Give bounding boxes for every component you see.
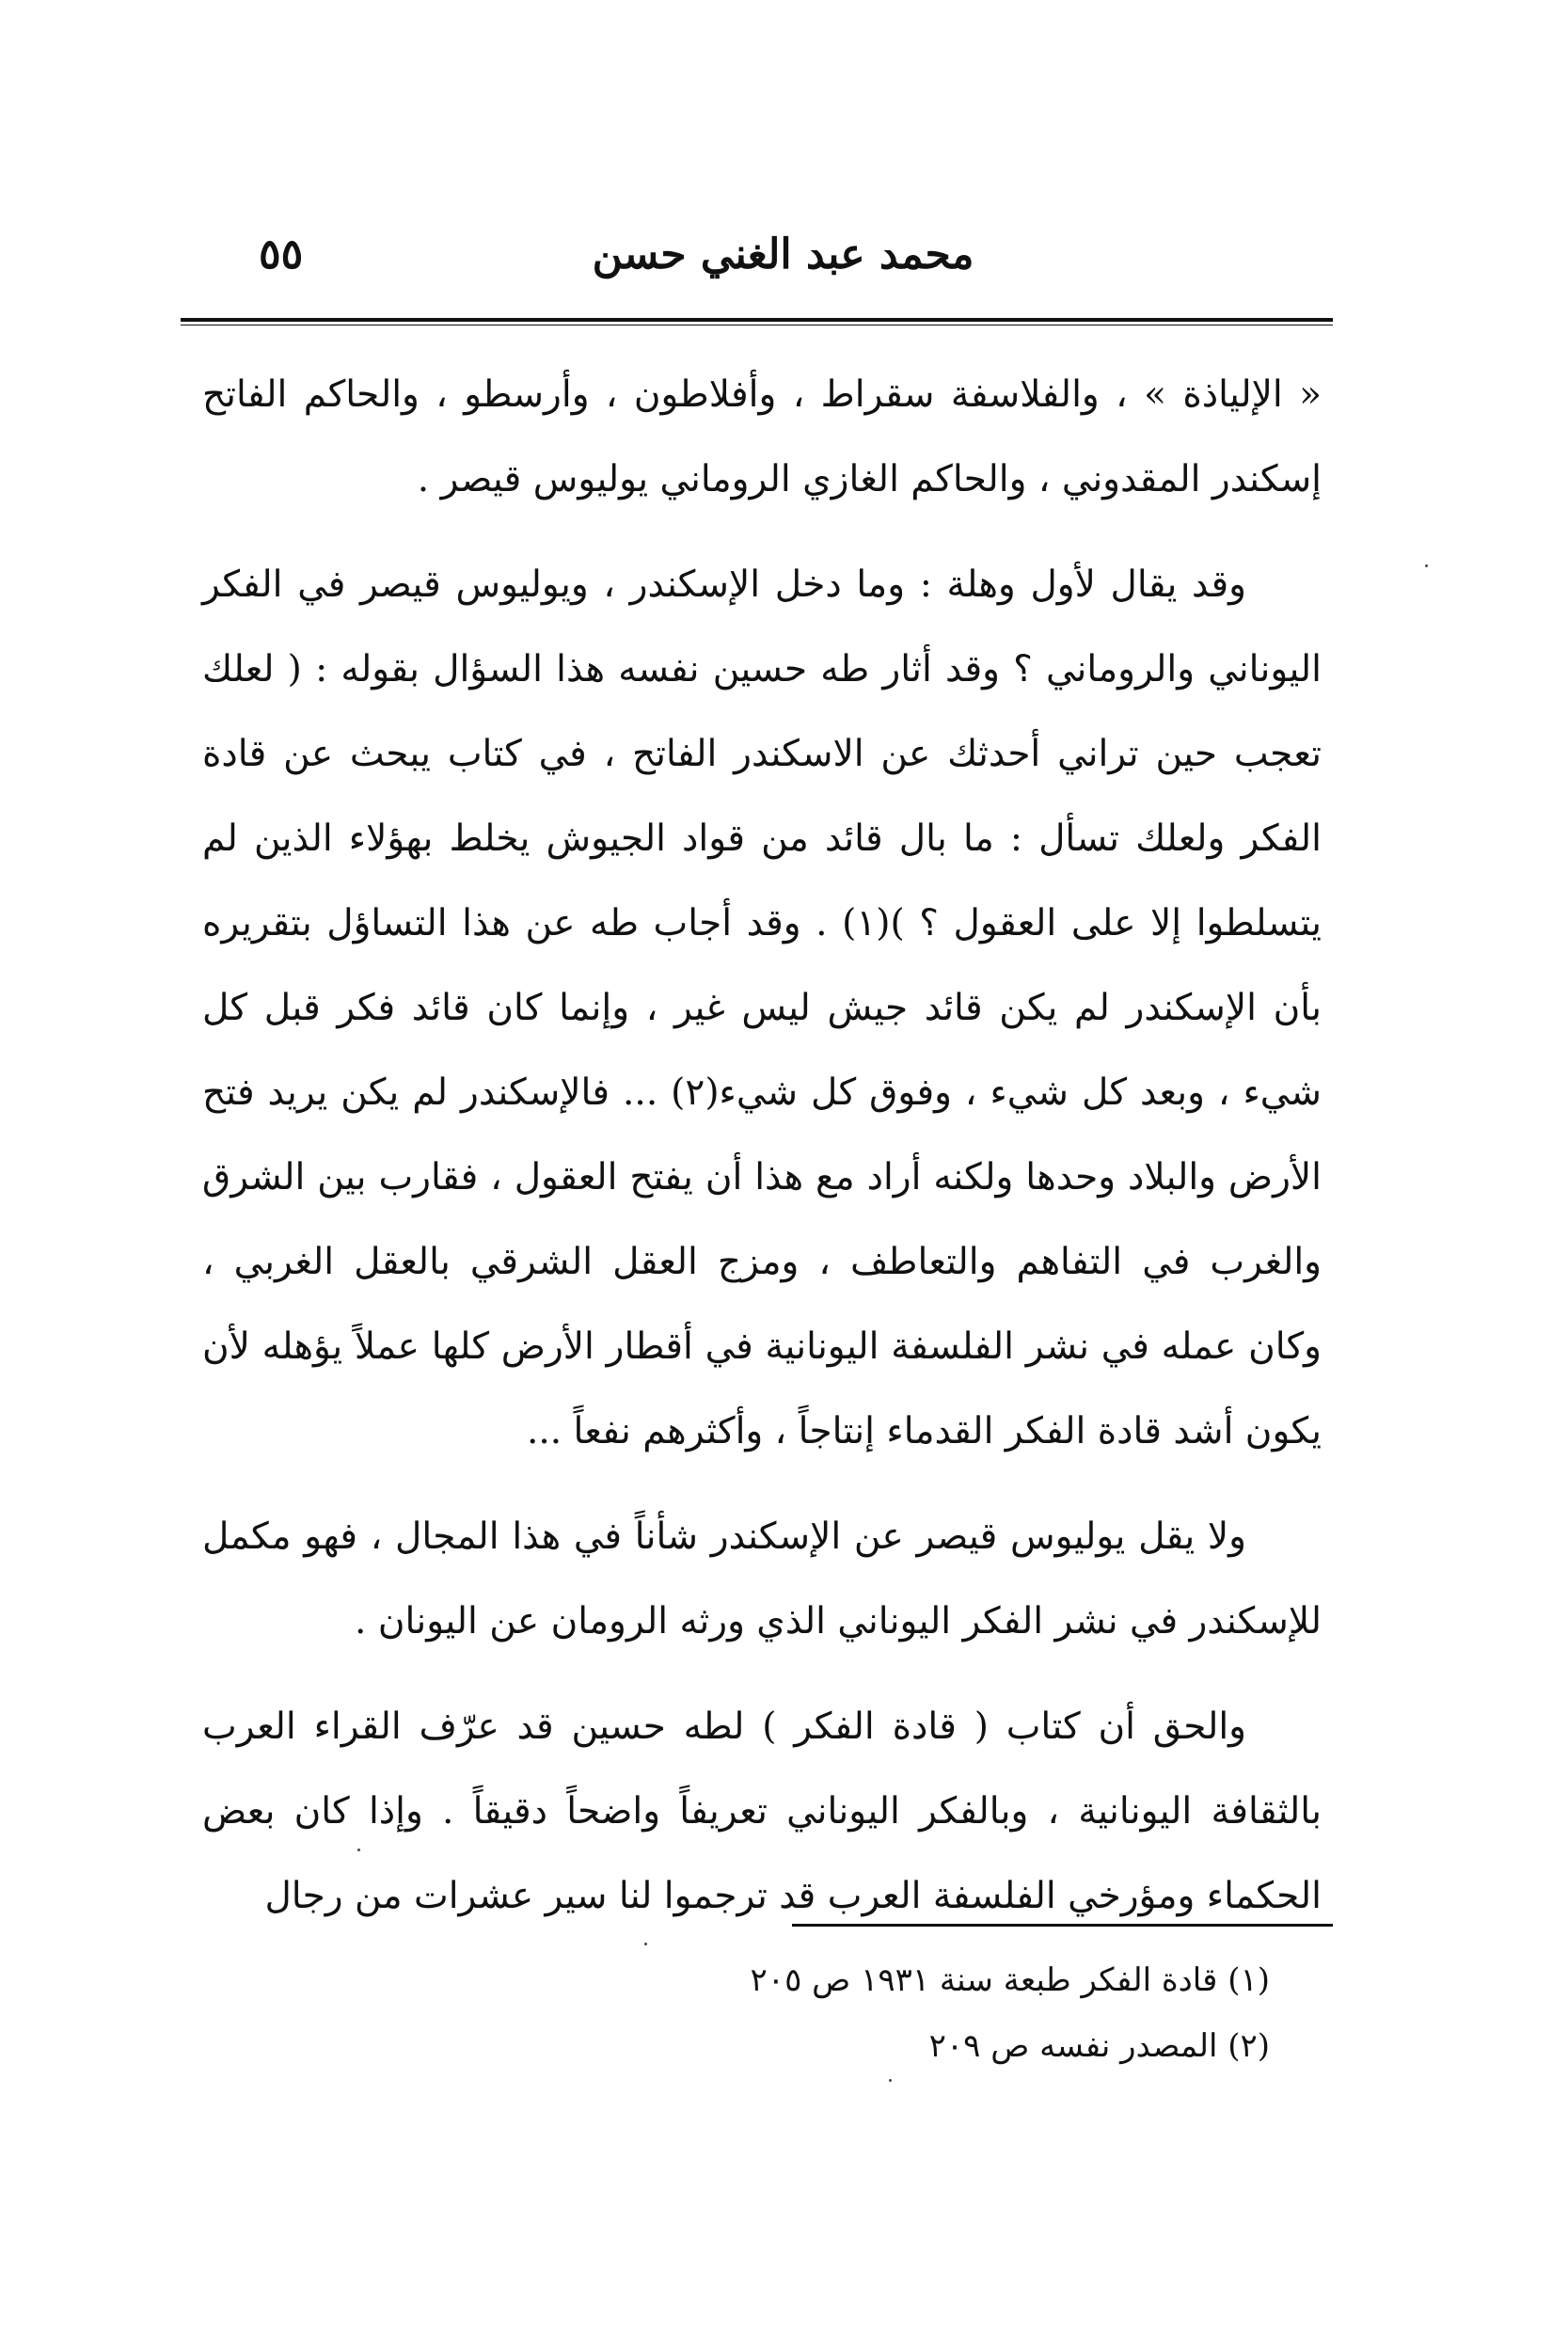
footnotes <box>527 1947 1270 2079</box>
footnote-2: (٢) المصدر نفسه ص ٢٠٩ <box>928 2027 1270 2065</box>
paper-speck <box>889 2079 892 2082</box>
body-text <box>202 353 1322 1960</box>
paper-speck <box>644 1943 647 1945</box>
header-rule <box>181 318 1333 322</box>
paragraph-1: « الإلياذة » ، والفلاسفة سقراط ، وأفلاطون ، وأرسطو ، والحاكم الفاتح إسكندر المقدوني ، والحاكم الغازي الروماني يوليوس قيصر . <box>202 373 1322 500</box>
paragraph-4: والحق أن كتاب ( قادة الفكر ) لطه حسين قد عرّف القراء العرب بالثقافة اليونانية ، وبالفكر اليوناني تعريفاً واضحاً دقيقاً . وإذا كان بعض الحكماء ومؤرخي الفلسفة العرب قد ترجموا لنا سير عشرات من رجال <box>202 1706 1322 1917</box>
running-title: محمد عبد الغني حسن <box>592 230 974 278</box>
paragraph-3: ولا يقل يوليوس قيصر عن الإسكندر شأناً في هذا المجال ، فهو مكمل للإسكندر في نشر الفكر اليوناني الذي ورثه الرومان عن اليونان . <box>202 1516 1322 1643</box>
footnote-rule <box>792 1924 1333 1927</box>
paragraph-2: وقد يقال لأول وهلة : وما دخل الإسكندر ، ويوليوس قيصر في الفكر اليوناني والروماني ؟ وقد أثار طه حسين نفسه هذا السؤال بقوله : ( لعلك تعجب حين تراني أحدثك عن الاسكندر الفاتح ، في كتاب يبحث عن قادة الفكر ولعلك تسأل : ما بال قائد من قواد الجيوش يخلط بهؤلاء الذين لم يتسلطوا إلا على العقول ؟ )(١) . وقد أجاب طه عن هذا التساؤل بتقريره بأن الإسكندر لم يكن قائد جيش ليس غير ، وإنما كان قائد فكر قبل كل شيء ، وبعد كل شيء ، وفوق كل شيء(٢) ... فالإسكندر لم يكن يريد فتح الأرض والبلاد وحدها ولكنه أراد مع هذا أن يفتح العقول ، فقارب بين الشرق والغرب في التفاهم والتعاطف ، ومزج العقل الشرقي بالعقل الغربي ، وكان عمله في نشر الفلسفة اليونانية في أقطار الأرض كلها عملاً يؤهله لأن يكون أشد قادة الفكر القدماء إنتاجاً ، وأكثرهم نفعاً ... <box>202 563 1322 1452</box>
footnote-1: (١) قادة الفكر طبعة سنة ١٩٣١ ص ٢٠٥ <box>750 1961 1270 1999</box>
page-header <box>240 230 1326 296</box>
paper-speck <box>357 1849 360 1851</box>
paper-speck <box>1425 564 1428 567</box>
page-number: ٥٥ <box>259 230 304 278</box>
